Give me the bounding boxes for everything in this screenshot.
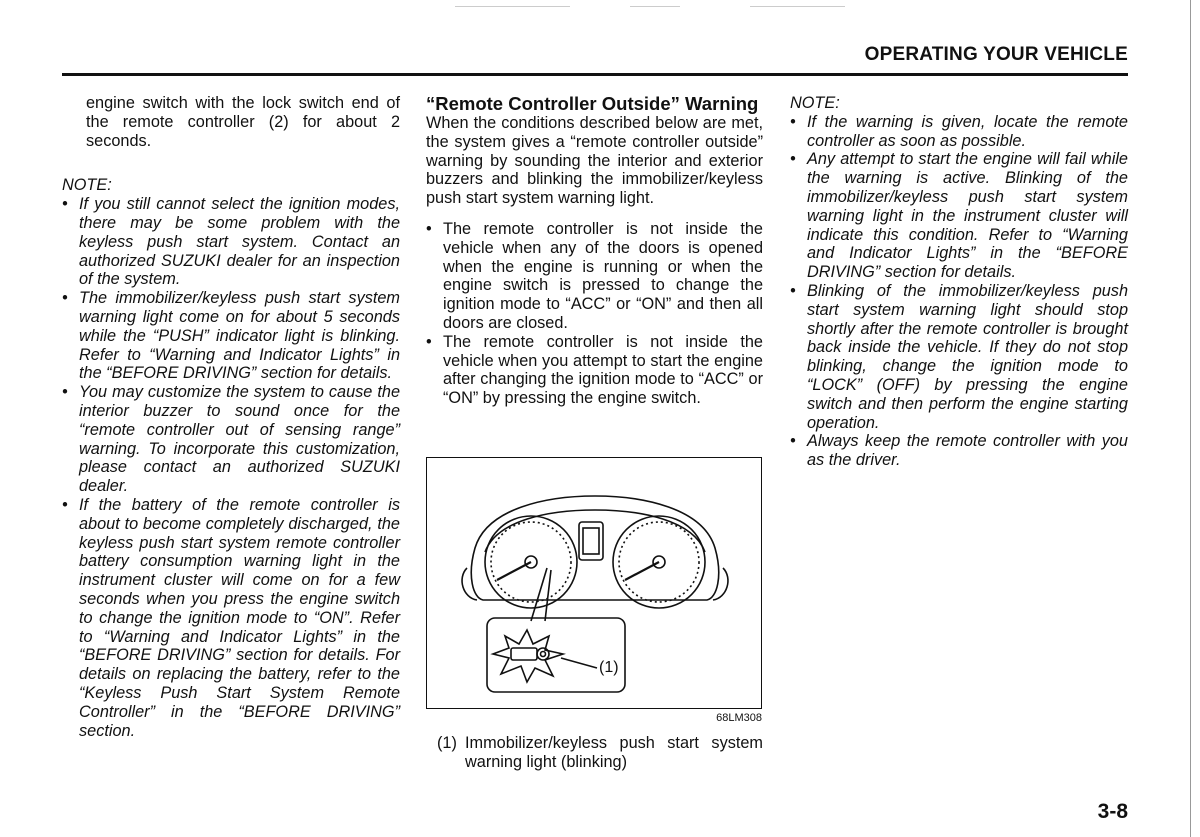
list-item: • If the battery of the remote controller is about to become completely discharged, the keyless push start system remote controller battery consumption warning light in the instrument cluster will come on for a few seconds when you press the engine switch to change the ignition mode to “ON”. Refer to “Warning and Indicator Lights” in the “BEFORE DRIVING” section for details. For details on replacing the battery, refer to the “Keyless Push Start System Remote Controller” in the “BEFORE DRIVING” section.: [62, 495, 400, 740]
figure-caption: [437, 734, 763, 772]
caption-text: Immobilizer/keyless push start system warning light (blinking): [465, 734, 763, 771]
note-list: [790, 113, 1128, 470]
list-item: • If you still cannot select the ignition modes, there may be some problem with the keyless push start system. Contact an authorized SUZUKI dealer for an inspection of the system.: [62, 195, 400, 289]
column-left: [62, 94, 400, 740]
list-item: • The remote controller is not inside the vehicle when any of the doors is opened when the engine is running or when the engine switch is pressed to change the ignition mode to “ACC” or “ON” and then all doors are closed.: [426, 219, 763, 332]
list-item: • The remote controller is not inside the vehicle when you attempt to start the engine after changing the ignition mode to “ACC” or “ON” by pressing the engine switch.: [426, 332, 763, 408]
list-item: • You may customize the system to cause the interior buzzer to sound once for the “remote controller out of sensing range” warning. To incorporate this customization, please contact an authorized SUZUKI dealer.: [62, 383, 400, 496]
bullet-icon: •: [426, 219, 432, 238]
section-title: OPERATING YOUR VEHICLE: [864, 44, 1128, 65]
column-middle: [426, 94, 763, 408]
figure-callout-label: (1): [599, 659, 619, 676]
instrument-cluster-figure: [426, 457, 762, 709]
bullet-icon: •: [790, 112, 796, 131]
caption-number: (1): [437, 734, 457, 752]
bullet-icon: •: [62, 383, 68, 402]
note-label: NOTE:: [790, 94, 840, 112]
list-item: • Any attempt to start the engine will fail while the warning is active. Blinking of the immobilizer/keyless push start system warning light in the instrument cluster will indicate this condition. Refer to “Warning and Indicator Lights” in the “BEFORE DRIVING” section for details.: [790, 150, 1128, 282]
instrument-cluster-drawing: [427, 458, 763, 710]
intro-paragraph: When the conditions described below are met, the system gives a “remote controller outside” warning by sounding the interior and exterior buzzers and blinking the immobilizer/keyless push start system warning light.: [426, 114, 763, 208]
figure-code: 68LM308: [716, 712, 762, 724]
bullet-icon: •: [62, 195, 68, 214]
section-heading: “Remote Controller Outside” Warning: [426, 93, 759, 114]
header-rule: [62, 73, 1128, 76]
list-item: • Always keep the remote controller with you as the driver.: [790, 432, 1128, 470]
bullet-icon: •: [790, 281, 796, 300]
intro-paragraph: engine switch with the lock switch end of the remote controller (2) for about 2 seconds.: [86, 94, 400, 150]
page-edge-line: [1190, 0, 1191, 837]
note-label: NOTE:: [62, 176, 112, 195]
scan-artifact: [750, 6, 845, 7]
bullet-icon: •: [62, 495, 68, 514]
list-item: • If the warning is given, locate the remote controller as soon as possible.: [790, 112, 1128, 150]
bullet-icon: •: [790, 150, 796, 169]
scan-artifact: [455, 6, 570, 7]
condition-list: [426, 220, 763, 408]
column-right: [790, 94, 1128, 470]
bullet-icon: •: [426, 332, 432, 351]
note-list: [62, 195, 400, 740]
bullet-icon: •: [790, 432, 796, 451]
list-item: • Blinking of the immobilizer/keyless push start system warning light should stop shortly after the remote controller is brought back inside the vehicle. If they do not stop blinking, change the ignition mode to “LOCK” (OFF) by pressing the engine switch and then perform the engine starting operation.: [790, 281, 1128, 432]
page-number: 3-8: [1097, 800, 1128, 823]
scan-artifact: [630, 6, 680, 7]
list-item: • The immobilizer/keyless push start system warning light come on for about 5 seconds while the “PUSH” indicator light is blinking. Refer to “Warning and Indicator Lights” in the “BEFORE DRIVING” section for details.: [62, 289, 400, 383]
bullet-icon: •: [62, 289, 68, 308]
